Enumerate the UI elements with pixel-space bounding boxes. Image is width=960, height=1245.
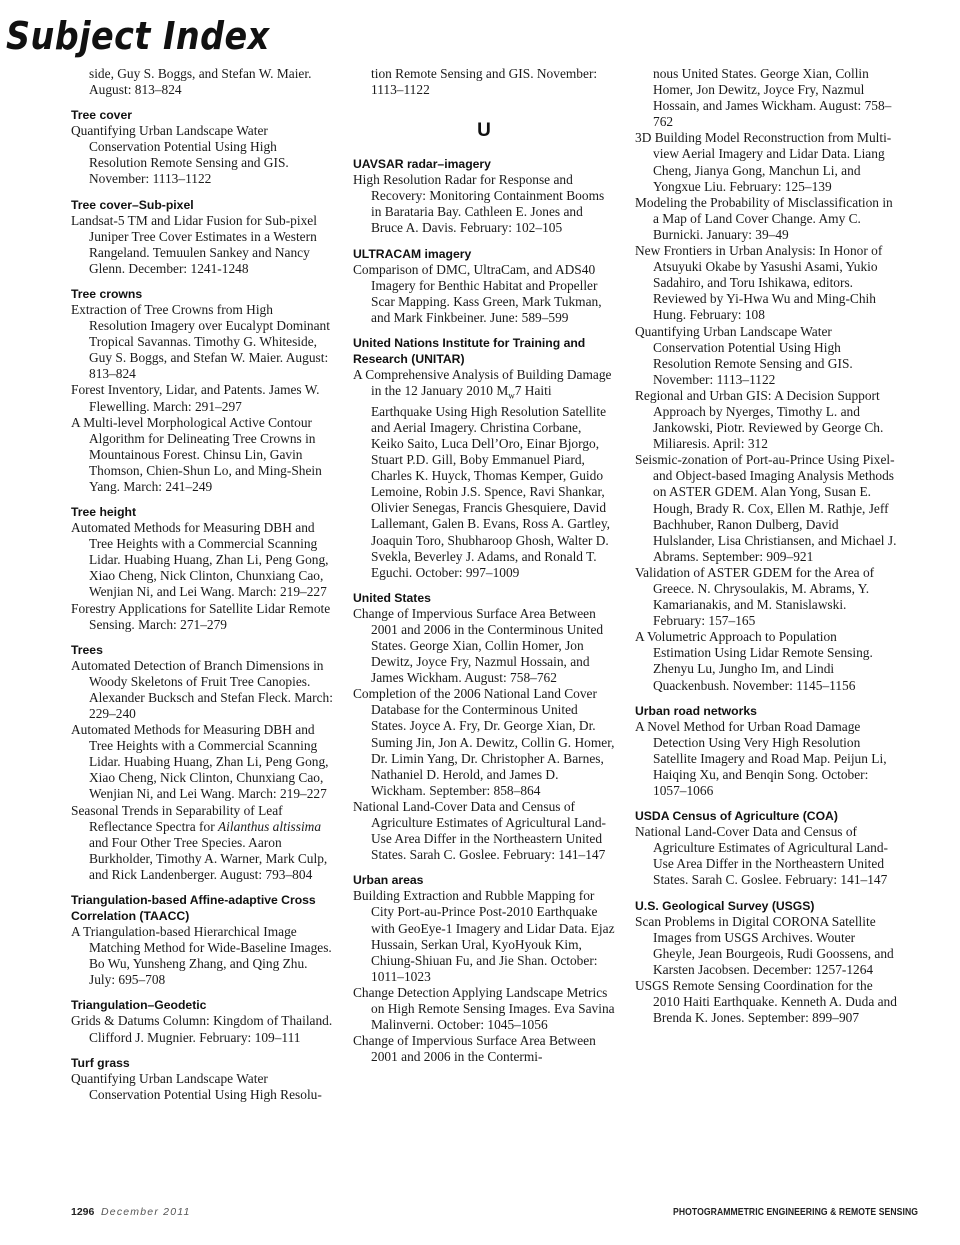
- index-entry: Automated Methods for Measuring DBH and Tree Heights with a Commercial Scanning Lidar. Huabing Huang, Zhan Li, Peng Gong, Xiao Cheng, Nick Clinton, Chunxiang Cao, Wenjian Ni, and Lei Wang. March: 219–227: [71, 722, 329, 802]
- index-entry: Comparison of DMC, UltraCam, and ADS40 Imagery for Benthic Habitat and Propeller Scar Mapping. Kass Green, Mark Tukman, and Mark Finkbeiner. June: 589–599: [353, 261, 602, 325]
- index-heading: Tree crowns: [71, 286, 143, 301]
- journal-name: PHOTOGRAMMETRIC ENGINEERING & REMOTE SENSING: [673, 1206, 919, 1218]
- index-heading: United Nations Institute for Training and Research (UNITAR): [353, 335, 586, 366]
- index-entry: A Triangulation-based Hierarchical Image Matching Method for Wide-Baseline Images. Bo Wu, Yunsheng Zhang, and Qing Zhu. July: 695–708: [71, 924, 332, 988]
- index-heading: Triangulation-based Affine-adaptive Cross Correlation (TAACC): [71, 893, 316, 924]
- index-entry: 3D Building Model Reconstruction from Multi-view Aerial Imagery and Lidar Data. Liang Cheng, Jianya Gong, Manchun Li, and Yongxue Liu. February: 125–139: [635, 130, 892, 194]
- index-heading: Turf grass: [71, 1055, 130, 1070]
- index-heading: Tree cover: [71, 108, 132, 123]
- index-entry: side, Guy S. Boggs, and Stefan W. Maier. August: 813–824: [89, 66, 312, 98]
- index-entry: Forest Inventory, Lidar, and Patents. James W. Flewelling. March: 291–297: [71, 382, 320, 414]
- index-heading: ULTRACAM imagery: [353, 246, 472, 261]
- index-entry: [71, 803, 333, 883]
- issue-date: December 2011: [101, 1206, 191, 1218]
- index-entry: Seismic-zonation of Port-au-Prince Using Pixel- and Object-based Imaging Analysis Methods on ASTER GDEM. Alan Yong, Susan E. Hough, Brady R. Cox, Ellen M. Rathje, Jeff Bachhuber, Ranon Dulberg, David Hulslander, Lisa Christiansen, and Michael J. Abrams. September: 909–921: [635, 452, 897, 564]
- index-heading: Urban areas: [353, 873, 424, 888]
- index-heading: UAVSAR radar–imagery: [353, 157, 491, 172]
- index-heading: USDA Census of Agriculture (COA): [635, 809, 838, 824]
- index-entry: High Resolution Radar for Response and Recovery: Monitoring Containment Booms in Barataria Bay. Cathleen E. Jones and Bruce A. Davis. February: 102–105: [353, 172, 605, 236]
- index-entry: Building Extraction and Rubble Mapping for City Port-au-Prince Post-2010 Earthquake with GeoEye-1 Imagery and Lidar Data. Ejaz Hussain, Serkan Ural, KyoHyouk Kim, Chiung-Shiuan Fu, and Jie Shan. October: 1011–1023: [353, 888, 615, 984]
- index-entry: [353, 367, 615, 581]
- entry-text: Seasonal Trends in Separability of Leaf Reflectance Spectra for: [71, 802, 283, 834]
- index-heading: Tree cover–Sub-pixel: [71, 197, 194, 212]
- index-entry: Scan Problems in Digital CORONA Satellite Images from USGS Archives. Wouter Gheyle, Jean Bourgeois, Rudi Goossens, and Karsten Jacobsen. December: 1257-1264: [635, 913, 894, 977]
- index-entry: Validation of ASTER GDEM for the Area of Greece. N. Chrysoulakis, M. Abrams, Y. Kamarianakis, and M. Stanislawski. February: 157–165: [635, 564, 875, 629]
- index-entry: Change of Impervious Surface Area Between 2001 and 2006 in the Conterminous United States. George Xian, Collin Homer, Jon Dewitz, Joyce Fry, Nazmul Hossain, and James Wickham. August: 758–762: [353, 605, 604, 686]
- index-entry: tion Remote Sensing and GIS. November: 1113–1122: [371, 66, 598, 98]
- index-column-1: [71, 66, 333, 1103]
- index-entry: A Multi-level Morphological Active Contour Algorithm for Delineating Tree Crowns in Mountainous Forest. Chinsu Lin, Gavin Thomson, Chien-Shun Lo, and Ming-Shein Yang. March: 241–249: [71, 414, 322, 494]
- index-heading: U.S. Geological Survey (USGS): [635, 898, 815, 913]
- index-heading: Triangulation–Geodetic: [71, 998, 207, 1013]
- species-name: Ailanthus altissima: [218, 818, 322, 834]
- index-column-3: [635, 66, 897, 1026]
- index-entry: Regional and Urban GIS: A Decision Support Approach by Nyerges, Timothy L. and Jankowski, Piotr. Reviewed by George Ch. Miliaresis. April: 312: [635, 387, 884, 452]
- page-title: Subject Index: [6, 14, 270, 58]
- index-entry: Landsat-5 TM and Lidar Fusion for Sub-pixel Juniper Tree Cover Estimates in a Western Rangeland. Temuulen Sankey and Nancy Glenn. December: 1241-1248: [71, 212, 317, 276]
- entry-text: 7 Haiti Earthquake Using High Resolution Satellite and Aerial Imagery. Christina Corbane, Keiko Saito, Luca Dell’Oro, Einar Bjorgo, Stuart P.D. Gill, Boby Emmanuel Piard, Charles K. Huyck, Thomas Kemper, Guido Lemoine, Robin J.S. Spence, Ravi Shankar, Olivier Senegas, Francis Ghesquiere, David Lallemant, Galen B. Evans, Ross A. Gartley, Joaquin Toro, Shubharoop Ghosh, Walter D. Svekla, Beverley J. Adams, and Ronald T. Eguchi. October: 997–1009: [371, 383, 610, 580]
- index-entry: Forestry Applications for Satellite Lidar Remote Sensing. March: 271–279: [71, 600, 331, 632]
- index-heading: Tree height: [71, 505, 137, 520]
- index-entry: Quantifying Urban Landscape Water Conservation Potential Using High Resolu-: [71, 1070, 322, 1102]
- index-entry: Quantifying Urban Landscape Water Conservation Potential Using High Resolution Remote Sensing and GIS. November: 1113–1122: [635, 323, 853, 387]
- index-heading: Trees: [71, 642, 103, 657]
- index-entry: Modeling the Probability of Misclassification in a Map of Land Cover Change. Amy C. Burnicki. January: 39–49: [635, 194, 893, 242]
- index-entry: Automated Detection of Branch Dimensions in Woody Skeletons of Fruit Tree Canopies. Alexander Bucksch and Stefan Fleck. March: 229–240: [71, 657, 333, 721]
- index-entry: nous United States. George Xian, Collin Homer, Jon Dewitz, Joyce Fry, Nazmul Hossain, and James Wickham. August: 758–762: [653, 66, 892, 130]
- index-heading: Urban road networks: [635, 703, 757, 718]
- page-number: 1296: [71, 1206, 95, 1218]
- index-entry: New Frontiers in Urban Analysis: In Honor of Atsuyuki Okabe by Yasushi Asami, Yukio Sadahiro, and Toru Ishikawa, editors. Reviewed by Yi-Hwa Wu and Ming-Chih Hung. February: 108: [635, 243, 883, 323]
- index-entry: Extraction of Tree Crowns from High Resolution Imagery over Eucalypt Dominant Tropical Savannas. Timothy G. Whiteside, Guy S. Boggs, and Stefan W. Maier. August: 813–824: [71, 301, 330, 382]
- section-letter: U: [477, 120, 491, 142]
- index-heading: United States: [353, 590, 431, 605]
- index-entry: A Novel Method for Urban Road Damage Detection Using Very High Resolution Satellite Imagery and Road Map. Peijun Li, Haiqing Xu, and Benqin Song. October: 1057–1066: [635, 718, 887, 799]
- index-entry: Change Detection Applying Landscape Metrics on High Remote Sensing Images. Eva Savina Malinverni. October: 1045–1056: [353, 984, 615, 1033]
- index-column-2: [353, 66, 615, 1065]
- index-entry: A Volumetric Approach to Population Estimation Using Lidar Remote Sensing. Zhenyu Lu, Jungho Im, and Lindi Quackenbush. November: 1145–1156: [635, 629, 873, 693]
- index-entry: National Land-Cover Data and Census of Agriculture Estimates of Agricultural Land-Use Area Differ in the Northeastern United States. Sarah C. Goslee. February: 141–147: [353, 798, 607, 863]
- entry-text: and Four Other Tree Species. Aaron Burkholder, Timothy A. Warner, Mark Culp, and Rick Landenberger. August: 793–804: [89, 834, 328, 882]
- index-entry: USGS Remote Sensing Coordination for the 2010 Haiti Earthquake. Kenneth A. Duda and Brenda K. Jones. September: 899–907: [635, 977, 897, 1026]
- index-entry: Completion of the 2006 National Land Cover Database for the Conterminous United States. Joyce A. Fry, Dr. George Xian, Dr. Suming Jin, Jon A. Dewitz, Collin G. Homer, Dr. Limin Yang, Dr. Christopher A. Barnes, Nathaniel D. Herold, and James D. Wickham. September: 858–864: [353, 686, 615, 798]
- index-entry: Change of Impervious Surface Area Between 2001 and 2006 in the Contermi-: [353, 1033, 596, 1065]
- index-entry: Automated Methods for Measuring DBH and Tree Heights with a Commercial Scanning Lidar. Huabing Huang, Zhan Li, Peng Gong, Xiao Cheng, Nick Clinton, Chunxiang Cao, Wenjian Ni, and Lei Wang. March: 219–227: [71, 520, 329, 600]
- index-entry: Grids & Datums Column: Kingdom of Thailand. Clifford J. Mugnier. February: 109–111: [71, 1013, 333, 1045]
- subscript: w: [508, 390, 515, 401]
- index-entry: National Land-Cover Data and Census of Agriculture Estimates of Agricultural Land-Use Area Differ in the Northeastern United States. Sarah C. Goslee. February: 141–147: [635, 824, 889, 888]
- entry-text: A Comprehensive Analysis of Building Damage in the 12 January 2010 M: [353, 366, 612, 399]
- index-entry: Quantifying Urban Landscape Water Conservation Potential Using High Resolution Remote Sensing and GIS. November: 1113–1122: [71, 123, 289, 187]
